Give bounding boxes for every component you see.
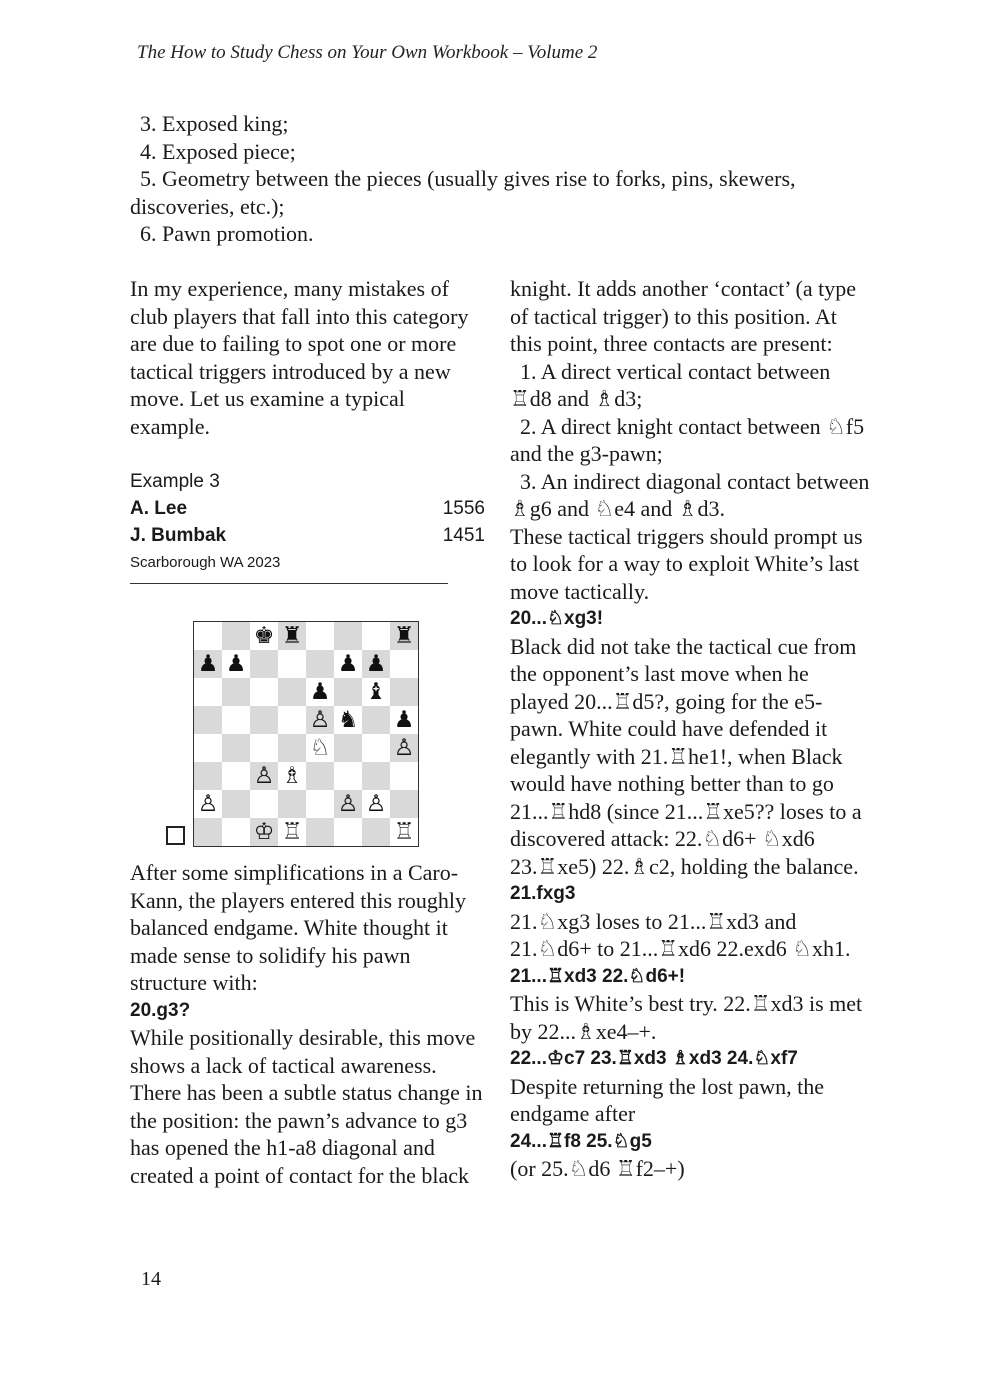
chess-board <box>193 621 419 847</box>
white-pawn-icon: ♙ <box>337 791 359 817</box>
square-c4 <box>250 734 278 762</box>
black-player-row <box>130 522 485 549</box>
contact-item-2: 2. A direct knight contact between ♘f5 and the g3-pawn; <box>510 413 865 466</box>
square-c7 <box>250 650 278 678</box>
square-c1 <box>250 818 278 846</box>
move-commentary: This is White’s best try. 22.♖xd3 is met by 22...♗xe4–+. <box>510 991 863 1044</box>
list-item: 5. Geometry between the pieces (usually gives rise to forks, pins, skewers, discoveries, etc.); <box>130 166 796 219</box>
contact-item-1: 1. A direct vertical contact between ♖d8 and ♗d3; <box>510 358 831 411</box>
square-f1 <box>334 818 362 846</box>
square-h1 <box>390 818 418 846</box>
white-player-row <box>130 495 485 522</box>
square-e1 <box>306 818 334 846</box>
page-number: 14 <box>141 1268 161 1290</box>
list-item: 3. Exposed king; <box>140 111 289 136</box>
triggers-paragraph: These tactical triggers should prompt us to look for a way to exploit White’s last move tactically. <box>510 523 863 604</box>
square-f8 <box>334 622 362 650</box>
black-king-icon: ♚ <box>253 623 275 649</box>
square-a4 <box>194 734 222 762</box>
black-pawn-icon: ♟ <box>225 651 247 677</box>
white-rook-icon: ♖ <box>393 819 415 845</box>
square-h6 <box>390 678 418 706</box>
square-h8 <box>390 622 418 650</box>
black-player-rating: 1451 <box>442 525 485 546</box>
square-g7 <box>362 650 390 678</box>
right-column <box>510 275 870 1183</box>
square-f7 <box>334 650 362 678</box>
left-column <box>130 275 485 1189</box>
square-a7 <box>194 650 222 678</box>
square-g2 <box>362 790 390 818</box>
square-f4 <box>334 734 362 762</box>
square-d7 <box>278 650 306 678</box>
list-item: 6. Pawn promotion. <box>140 221 314 246</box>
square-c6 <box>250 678 278 706</box>
square-c3 <box>250 762 278 790</box>
square-e3 <box>306 762 334 790</box>
move-21-22: 21...♖xd3 22.♘d6+! <box>510 965 686 987</box>
black-pawn-icon: ♟ <box>309 679 331 705</box>
black-pawn-icon: ♟ <box>337 651 359 677</box>
diagram-commentary: After some simplifications in a Caro-Kann, the players entered this roughly balanced endgame. White thought it made sense to solidify his pawn structure with: <box>130 860 467 995</box>
black-pawn-icon: ♟ <box>197 651 219 677</box>
square-g4 <box>362 734 390 762</box>
white-rook-icon: ♖ <box>281 819 303 845</box>
square-h4 <box>390 734 418 762</box>
square-e5 <box>306 706 334 734</box>
square-a3 <box>194 762 222 790</box>
black-rook-icon: ♜ <box>393 623 415 649</box>
chess-diagram <box>130 584 485 859</box>
square-g6 <box>362 678 390 706</box>
square-e2 <box>306 790 334 818</box>
square-h5 <box>390 706 418 734</box>
square-a2 <box>194 790 222 818</box>
example-label: Example 3 <box>130 471 220 492</box>
black-player-name: J. Bumbak <box>130 525 227 546</box>
square-d4 <box>278 734 306 762</box>
square-f6 <box>334 678 362 706</box>
square-b6 <box>222 678 250 706</box>
list-item: 4. Exposed piece; <box>140 138 296 164</box>
move-commentary: Despite returning the lost pawn, the endgame after <box>510 1073 825 1126</box>
square-e6 <box>306 678 334 706</box>
square-a6 <box>194 678 222 706</box>
running-head: The How to Study Chess on Your Own Workbook – Volume 2 <box>137 42 598 63</box>
square-c5 <box>250 706 278 734</box>
square-a8 <box>194 622 222 650</box>
square-d8 <box>278 622 306 650</box>
square-g3 <box>362 762 390 790</box>
move-commentary: Black did not take the tactical cue from the opponent’s last move when he played 20...♖d5?, going for the e5-pawn. White could have defended it elegantly with 21.♖he1!, when Black would have nothing better than to go 21...♖hd8 (since 21...♖xe5?? loses to a discovered attack: 22.♘d6+ ♘xd6 23.♖xe5) 22.♗c2, holding the balance. <box>510 633 862 879</box>
square-e8 <box>306 622 334 650</box>
intro-paragraph: In my experience, many mistakes of club players that fall into this category are due to failing to spot one or more tactical triggers introduced by a new move. Let us examine a typical example. <box>130 276 469 439</box>
square-b5 <box>222 706 250 734</box>
black-knight-icon: ♞ <box>337 707 359 733</box>
black-pawn-icon: ♟ <box>365 651 387 677</box>
square-b2 <box>222 790 250 818</box>
square-c2 <box>250 790 278 818</box>
white-king-icon: ♔ <box>253 819 275 845</box>
square-b4 <box>222 734 250 762</box>
black-rook-icon: ♜ <box>281 623 303 649</box>
square-d3 <box>278 762 306 790</box>
move-22-24: 22...♔c7 23.♖xd3 ♗xd3 24.♘xf7 <box>510 1048 798 1069</box>
move-21: 21.fxg3 <box>510 883 576 904</box>
square-d2 <box>278 790 306 818</box>
move-20-commentary: While positionally desirable, this move shows a lack of tactical awareness. There has been a subtle status change in the position: the pawn’s advance to g3 has opened the h1-a8 diagonal and created a point of contact for the black <box>130 1025 483 1188</box>
square-d1 <box>278 818 306 846</box>
square-g5 <box>362 706 390 734</box>
square-d6 <box>278 678 306 706</box>
move-20: 20.g3? <box>130 999 191 1021</box>
square-a5 <box>194 706 222 734</box>
event-label: Scarborough WA 2023 <box>130 554 281 571</box>
contact-item-3: 3. An indirect diagonal contact between ♗g6 and ♘e4 and ♗d3. <box>510 468 870 521</box>
square-d5 <box>278 706 306 734</box>
square-h3 <box>390 762 418 790</box>
square-g8 <box>362 622 390 650</box>
move-20-black: 20...♘xg3! <box>510 608 604 629</box>
square-b7 <box>222 650 250 678</box>
white-pawn-icon: ♙ <box>365 791 387 817</box>
square-g1 <box>362 818 390 846</box>
contacts-intro: knight. It adds another ‘contact’ (a type of tactical trigger) to this position. At this point, three contacts are present: <box>510 276 856 356</box>
black-bishop-icon: ♝ <box>365 679 387 705</box>
square-f2 <box>334 790 362 818</box>
white-pawn-icon: ♙ <box>309 707 331 733</box>
white-pawn-icon: ♙ <box>197 791 219 817</box>
white-player-name: A. Lee <box>130 498 188 519</box>
square-b8 <box>222 622 250 650</box>
move-commentary: (or 25.♘d6 ♖f2–+) <box>510 1156 685 1181</box>
white-knight-icon: ♘ <box>309 735 331 761</box>
white-bishop-icon: ♗ <box>281 763 303 789</box>
trigger-list <box>130 110 870 248</box>
square-a1 <box>194 818 222 846</box>
square-e4 <box>306 734 334 762</box>
white-pawn-icon: ♙ <box>393 735 415 761</box>
game-header <box>130 468 485 584</box>
square-e7 <box>306 650 334 678</box>
square-b3 <box>222 762 250 790</box>
white-to-move-marker-icon <box>166 826 185 845</box>
move-commentary: 21.♘xg3 loses to 21...♖xd3 and 21.♘d6+ to 21...♖xd6 22.exd6 ♘xh1. <box>510 908 851 961</box>
square-b1 <box>222 818 250 846</box>
square-f5 <box>334 706 362 734</box>
black-pawn-icon: ♟ <box>393 707 415 733</box>
move-24-25: 24...♖f8 25.♘g5 <box>510 1130 652 1152</box>
square-c8 <box>250 622 278 650</box>
square-h2 <box>390 790 418 818</box>
square-h7 <box>390 650 418 678</box>
square-f3 <box>334 762 362 790</box>
white-player-rating: 1556 <box>442 498 485 519</box>
white-pawn-icon: ♙ <box>253 763 275 789</box>
